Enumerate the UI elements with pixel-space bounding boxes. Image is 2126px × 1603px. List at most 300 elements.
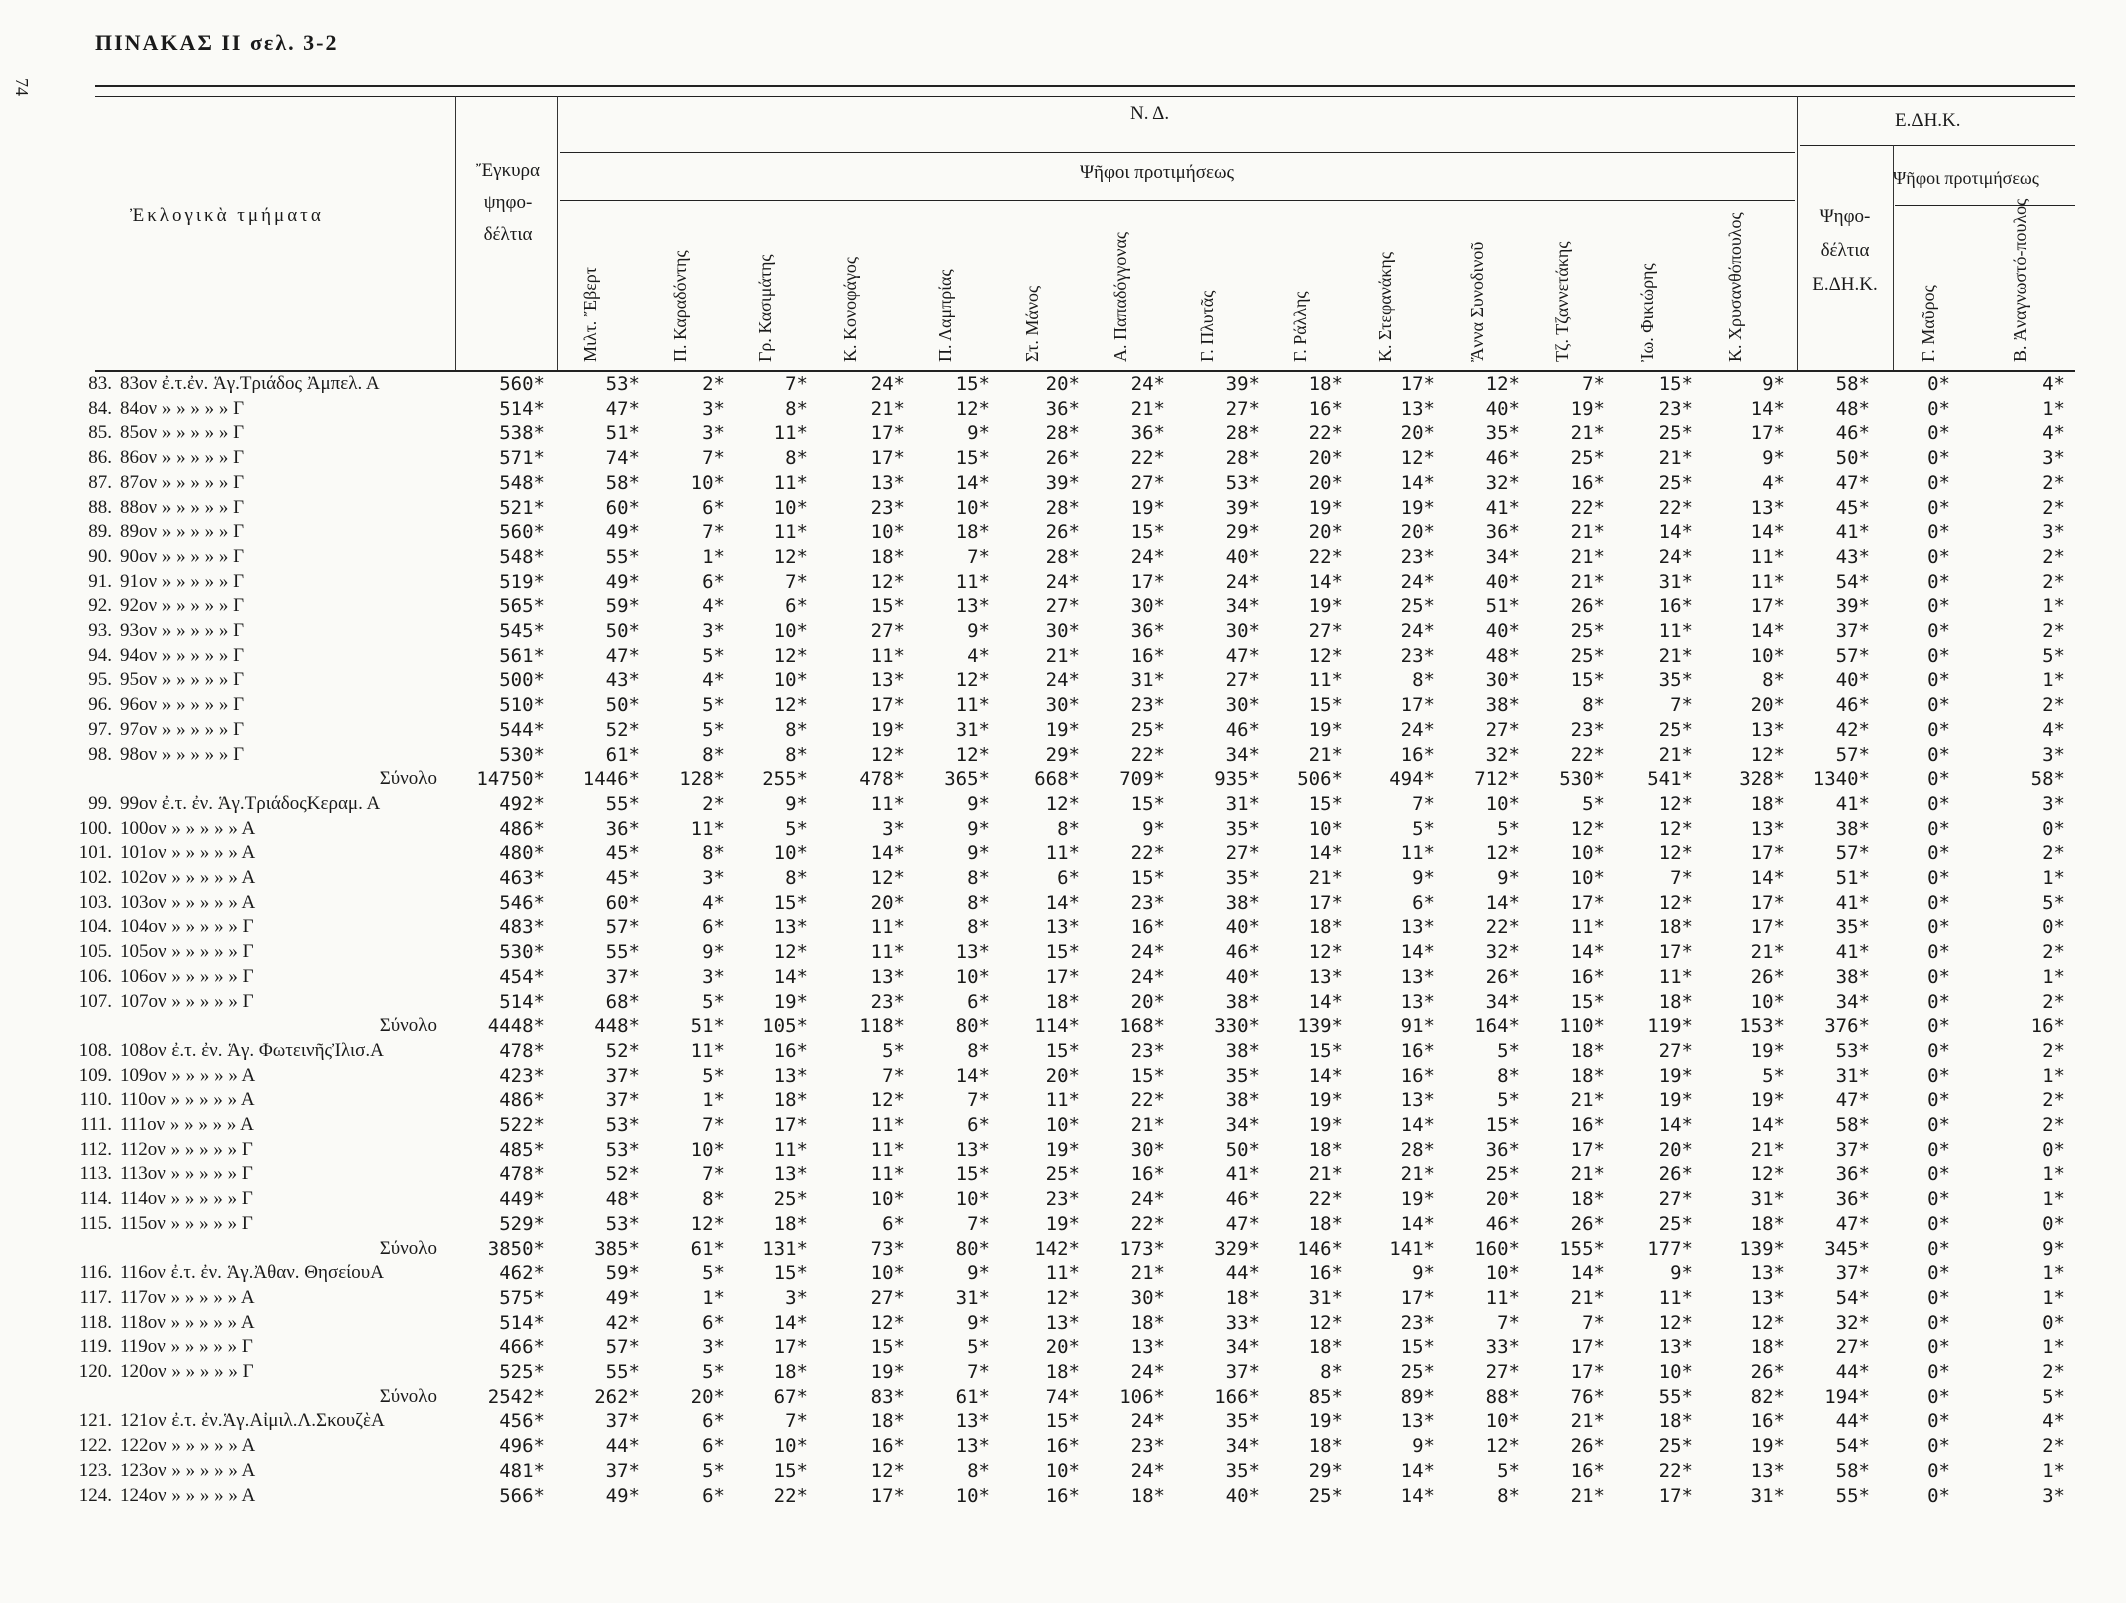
row-number: 114. bbox=[79, 1188, 112, 1210]
row-label: 99ον ἐ.τ. ἐν. Ἁγ.ΤριάδοςΚεραμ. Α bbox=[120, 792, 381, 814]
table-cell: 8* bbox=[967, 867, 990, 889]
table-cell: 19* bbox=[1045, 718, 1080, 741]
table-cell: 14* bbox=[1400, 1459, 1435, 1482]
table-cell: 9* bbox=[967, 817, 990, 840]
table-cell: 39* bbox=[1225, 496, 1260, 519]
table-cell: 483* bbox=[499, 916, 545, 939]
table-cell: 255* bbox=[762, 768, 808, 791]
table-cell: 2* bbox=[2042, 471, 2065, 494]
table-cell: 2* bbox=[2042, 1435, 2065, 1458]
table-cell: 53* bbox=[605, 1212, 640, 1235]
table-cell: 88* bbox=[1485, 1385, 1520, 1408]
table-cell: 50* bbox=[605, 694, 640, 717]
table-cell: 47* bbox=[1835, 1089, 1870, 1112]
table-cell: 32* bbox=[1485, 471, 1520, 494]
table-row bbox=[0, 545, 2126, 570]
table-cell: 478* bbox=[499, 1039, 545, 1062]
table-cell: 17* bbox=[1570, 891, 1605, 914]
table-cell: 29* bbox=[1045, 743, 1080, 766]
table-cell: 8* bbox=[1412, 669, 1435, 692]
table-cell: 53* bbox=[1225, 471, 1260, 494]
header-sections: Ἐκλογικὰ τμήματα bbox=[130, 205, 324, 226]
header-top-rule-2 bbox=[95, 96, 2075, 97]
table-cell: 9* bbox=[967, 1311, 990, 1334]
table-cell: 480* bbox=[499, 842, 545, 865]
row-number: 90. bbox=[88, 545, 112, 567]
table-cell: 486* bbox=[499, 817, 545, 840]
table-cell: 2* bbox=[2042, 1039, 2065, 1062]
table-cell: 12* bbox=[870, 867, 905, 889]
table-cell: 14750* bbox=[476, 768, 545, 791]
table-cell: 20* bbox=[1045, 1336, 1080, 1359]
table-cell: 668* bbox=[1034, 768, 1080, 791]
table-cell: 18* bbox=[1570, 1064, 1605, 1087]
table-cell: 13* bbox=[1658, 1336, 1693, 1359]
table-cell: 15* bbox=[870, 595, 905, 618]
row-label: 102ον » » » » » Α bbox=[120, 867, 256, 888]
table-cell: 18* bbox=[870, 1410, 905, 1433]
table-cell: 7* bbox=[785, 373, 808, 395]
header-valid-votes: Ἔγκυρα ψηφο-δέλτια bbox=[476, 160, 540, 245]
table-cell: 18* bbox=[1570, 1188, 1605, 1211]
table-cell: 61* bbox=[605, 743, 640, 766]
table-cell: 22* bbox=[1308, 545, 1343, 568]
table-cell: 37* bbox=[605, 965, 640, 988]
table-cell: 560* bbox=[499, 521, 545, 544]
table-cell: 456* bbox=[499, 1410, 545, 1433]
table-cell: 20* bbox=[1308, 447, 1343, 470]
table-cell: 14* bbox=[1658, 521, 1693, 544]
table-cell: 168* bbox=[1119, 1015, 1165, 1038]
table-cell: 13* bbox=[1400, 397, 1435, 420]
row-label: 92ον » » » » » Γ bbox=[120, 595, 245, 617]
table-cell: 35* bbox=[1835, 916, 1870, 939]
table-cell: 8* bbox=[1497, 1064, 1520, 1087]
table-cell: 3* bbox=[2042, 447, 2065, 470]
table-cell: 454* bbox=[499, 965, 545, 988]
table-cell: 14* bbox=[1308, 842, 1343, 865]
table-cell: 19* bbox=[1308, 496, 1343, 519]
table-cell: 15* bbox=[955, 373, 990, 395]
table-cell: 22* bbox=[1485, 916, 1520, 939]
table-cell: 0* bbox=[1927, 1138, 1950, 1161]
table-cell: 10* bbox=[870, 1262, 905, 1285]
table-cell: 18* bbox=[1308, 1336, 1343, 1359]
table-cell: 25* bbox=[1130, 718, 1165, 741]
table-cell: 9* bbox=[785, 792, 808, 815]
table-cell: 24* bbox=[1130, 941, 1165, 964]
table-row bbox=[0, 891, 2126, 916]
table-cell: 7* bbox=[702, 521, 725, 544]
table-cell: 57* bbox=[1835, 842, 1870, 865]
table-cell: 15* bbox=[1400, 1336, 1435, 1359]
table-cell: 12* bbox=[1750, 1311, 1785, 1334]
table-cell: 481* bbox=[499, 1459, 545, 1482]
table-cell: 2* bbox=[2042, 694, 2065, 717]
row-label: 110ον » » » » » Α bbox=[120, 1089, 255, 1111]
table-cell: 32* bbox=[1485, 743, 1520, 766]
row-label: 95ον » » » » » Γ bbox=[120, 669, 245, 691]
table-cell: 6* bbox=[1412, 891, 1435, 914]
table-cell: 18* bbox=[1308, 1212, 1343, 1235]
table-cell: 51* bbox=[1485, 595, 1520, 618]
table-cell: 18* bbox=[870, 545, 905, 568]
row-label: 119ον » » » » » Γ bbox=[120, 1336, 253, 1358]
table-cell: 27* bbox=[1045, 595, 1080, 618]
table-cell: 37* bbox=[605, 1089, 640, 1112]
table-cell: 24* bbox=[1130, 1410, 1165, 1433]
table-cell: 14* bbox=[1308, 1064, 1343, 1087]
table-cell: 24* bbox=[1400, 620, 1435, 642]
table-row bbox=[0, 1138, 2126, 1163]
table-cell: 4* bbox=[967, 644, 990, 667]
table-cell: 11* bbox=[690, 817, 725, 840]
row-label: 109ον » » » » » Α bbox=[120, 1064, 256, 1086]
edik-candidate-header: Γ. Μαῦρος bbox=[1918, 285, 1938, 362]
table-cell: 24* bbox=[1130, 965, 1165, 988]
table-cell: 4* bbox=[702, 669, 725, 692]
table-cell: 39* bbox=[1225, 373, 1260, 395]
table-cell: 2* bbox=[702, 792, 725, 815]
table-cell: 5* bbox=[702, 990, 725, 1013]
table-cell: 8* bbox=[702, 1188, 725, 1211]
table-cell: 44* bbox=[1225, 1262, 1260, 1285]
table-cell: 38* bbox=[1225, 990, 1260, 1013]
table-cell: 16* bbox=[1750, 1410, 1785, 1433]
table-cell: 114* bbox=[1034, 1015, 1080, 1038]
table-cell: 10* bbox=[1045, 1114, 1080, 1136]
table-cell: 8* bbox=[967, 891, 990, 914]
row-label: Σύνολο bbox=[379, 1385, 437, 1407]
table-cell: 571* bbox=[499, 447, 545, 470]
row-number: 106. bbox=[78, 965, 112, 987]
table-cell: 146* bbox=[1297, 1237, 1343, 1260]
table-cell: 17* bbox=[1658, 941, 1693, 964]
table-cell: 0* bbox=[1927, 817, 1950, 840]
table-row bbox=[0, 1409, 2126, 1434]
table-cell: 11* bbox=[870, 1114, 905, 1136]
table-cell: 546* bbox=[499, 891, 545, 914]
table-cell: 47* bbox=[605, 397, 640, 420]
row-label: 98ον » » » » » Γ bbox=[120, 743, 245, 765]
table-cell: 2* bbox=[2042, 1089, 2065, 1112]
table-cell: 0* bbox=[1927, 965, 1950, 988]
table-cell: 53* bbox=[605, 1114, 640, 1136]
table-cell: 73* bbox=[870, 1237, 905, 1260]
table-cell: 8* bbox=[702, 743, 725, 766]
table-cell: 80* bbox=[955, 1015, 990, 1038]
nd-subrule bbox=[560, 152, 1795, 153]
row-number: 104. bbox=[78, 916, 112, 938]
table-cell: 20* bbox=[1308, 471, 1343, 494]
table-cell: 22* bbox=[1130, 1212, 1165, 1235]
table-cell: 11* bbox=[773, 422, 808, 445]
table-cell: 4* bbox=[702, 891, 725, 914]
table-cell: 40* bbox=[1225, 916, 1260, 939]
header-edik-pref: Ψῆφοι προτιμήσεως bbox=[1893, 168, 2039, 188]
table-cell: 21* bbox=[1570, 1089, 1605, 1112]
table-cell: 492* bbox=[499, 792, 545, 815]
table-row bbox=[0, 1212, 2126, 1237]
table-row bbox=[0, 668, 2126, 693]
table-cell: 173* bbox=[1119, 1237, 1165, 1260]
table-row bbox=[0, 940, 2126, 965]
table-cell: 23* bbox=[1570, 718, 1605, 741]
table-cell: 15* bbox=[1130, 867, 1165, 889]
table-cell: 22* bbox=[1308, 422, 1343, 445]
table-cell: 17* bbox=[1750, 891, 1785, 914]
table-cell: 22* bbox=[1308, 1188, 1343, 1211]
table-cell: 22* bbox=[1658, 1459, 1693, 1482]
table-row bbox=[0, 1064, 2126, 1089]
table-cell: 30* bbox=[1130, 1286, 1165, 1309]
table-cell: 9* bbox=[967, 842, 990, 865]
table-cell: 3* bbox=[2042, 1484, 2065, 1507]
table-cell: 22* bbox=[1130, 1089, 1165, 1112]
row-number: 121. bbox=[78, 1410, 112, 1432]
table-cell: 5* bbox=[702, 644, 725, 667]
table-cell: 53* bbox=[605, 373, 640, 395]
table-cell: 15* bbox=[1658, 373, 1693, 395]
table-cell: 0* bbox=[1927, 1361, 1950, 1383]
table-cell: 13* bbox=[1045, 916, 1080, 939]
table-cell: 35* bbox=[1485, 422, 1520, 445]
table-cell: 1* bbox=[2042, 1188, 2065, 1211]
table-cell: 16* bbox=[1045, 1484, 1080, 1507]
table-cell: 61* bbox=[690, 1237, 725, 1260]
table-cell: 478* bbox=[499, 1163, 545, 1186]
table-cell: 14* bbox=[773, 965, 808, 988]
table-cell: 40* bbox=[1485, 397, 1520, 420]
table-cell: 376* bbox=[1824, 1015, 1870, 1038]
table-cell: 330* bbox=[1214, 1015, 1260, 1038]
table-cell: 11* bbox=[955, 570, 990, 593]
table-cell: 31* bbox=[1750, 1188, 1785, 1211]
table-cell: 51* bbox=[690, 1015, 725, 1038]
table-cell: 5* bbox=[785, 817, 808, 840]
table-cell: 194* bbox=[1824, 1385, 1870, 1408]
row-number: 84. bbox=[88, 397, 112, 419]
table-cell: 26* bbox=[1570, 595, 1605, 618]
table-cell: 24* bbox=[1130, 1459, 1165, 1482]
table-cell: 529* bbox=[499, 1212, 545, 1235]
table-cell: 37* bbox=[1835, 1138, 1870, 1161]
table-cell: 6* bbox=[702, 570, 725, 593]
table-cell: 17* bbox=[1308, 891, 1343, 914]
table-cell: 22* bbox=[1130, 447, 1165, 470]
table-cell: 0* bbox=[1927, 891, 1950, 914]
table-cell: 12* bbox=[1045, 1286, 1080, 1309]
row-number: 117. bbox=[79, 1286, 112, 1308]
table-cell: 47* bbox=[1225, 644, 1260, 667]
page-number: 74 bbox=[12, 78, 32, 96]
table-cell: 12* bbox=[1658, 842, 1693, 865]
table-cell: 57* bbox=[1835, 743, 1870, 766]
table-cell: 2* bbox=[2042, 1114, 2065, 1136]
table-row bbox=[0, 718, 2126, 743]
table-cell: 17* bbox=[773, 1114, 808, 1136]
table-cell: 0* bbox=[1927, 916, 1950, 939]
table-cell: 14* bbox=[773, 1311, 808, 1334]
table-cell: 4* bbox=[2042, 422, 2065, 445]
table-cell: 1* bbox=[702, 1286, 725, 1309]
table-cell: 45* bbox=[1835, 496, 1870, 519]
table-cell: 16* bbox=[1130, 644, 1165, 667]
table-row bbox=[0, 619, 2126, 644]
table-cell: 118* bbox=[859, 1015, 905, 1038]
table-cell: 16* bbox=[1130, 1163, 1165, 1186]
table-cell: 25* bbox=[1658, 1435, 1693, 1458]
table-cell: 24* bbox=[1045, 570, 1080, 593]
table-cell: 18* bbox=[1750, 1212, 1785, 1235]
table-cell: 13* bbox=[1400, 965, 1435, 988]
table-cell: 21* bbox=[1130, 1262, 1165, 1285]
table-cell: 43* bbox=[605, 669, 640, 692]
table-cell: 34* bbox=[1835, 990, 1870, 1013]
table-cell: 42* bbox=[605, 1311, 640, 1334]
table-cell: 82* bbox=[1750, 1385, 1785, 1408]
row-number: 94. bbox=[88, 644, 112, 666]
table-cell: 28* bbox=[1045, 496, 1080, 519]
table-cell: 17* bbox=[773, 1336, 808, 1359]
table-cell: 46* bbox=[1225, 718, 1260, 741]
table-cell: 0* bbox=[1927, 1286, 1950, 1309]
table-cell: 40* bbox=[1835, 669, 1870, 692]
table-cell: 105* bbox=[762, 1015, 808, 1038]
table-cell: 18* bbox=[1045, 990, 1080, 1013]
table-cell: 1* bbox=[2042, 1262, 2065, 1285]
table-cell: 10* bbox=[1750, 990, 1785, 1013]
table-cell: 9* bbox=[967, 620, 990, 642]
table-cell: 74* bbox=[1045, 1385, 1080, 1408]
table-cell: 329* bbox=[1214, 1237, 1260, 1260]
table-cell: 41* bbox=[1835, 792, 1870, 815]
table-cell: 28* bbox=[1225, 447, 1260, 470]
table-cell: 24* bbox=[1130, 1188, 1165, 1211]
table-cell: 10* bbox=[1658, 1361, 1693, 1383]
table-cell: 5* bbox=[1762, 1064, 1785, 1087]
table-cell: 11* bbox=[870, 916, 905, 939]
table-cell: 8* bbox=[967, 1459, 990, 1482]
table-cell: 20* bbox=[1750, 694, 1785, 717]
table-cell: 478* bbox=[859, 768, 905, 791]
table-cell: 12* bbox=[1750, 1163, 1785, 1186]
table-cell: 28* bbox=[1400, 1138, 1435, 1161]
table-cell: 25* bbox=[1570, 644, 1605, 667]
table-cell: 55* bbox=[605, 545, 640, 568]
table-cell: 8* bbox=[1057, 817, 1080, 840]
table-cell: 17* bbox=[1400, 373, 1435, 395]
subtotal-row bbox=[0, 767, 2126, 792]
table-cell: 21* bbox=[870, 397, 905, 420]
table-cell: 11* bbox=[870, 941, 905, 964]
table-cell: 13* bbox=[955, 1138, 990, 1161]
table-cell: 139* bbox=[1297, 1015, 1343, 1038]
row-number: 108. bbox=[78, 1039, 112, 1061]
table-cell: 462* bbox=[499, 1262, 545, 1285]
table-cell: 58* bbox=[1835, 1114, 1870, 1136]
table-cell: 14* bbox=[1400, 1484, 1435, 1507]
table-cell: 21* bbox=[1658, 447, 1693, 470]
table-cell: 37* bbox=[1225, 1361, 1260, 1383]
row-label: 120ον » » » » » Γ bbox=[120, 1361, 254, 1382]
table-cell: 34* bbox=[1485, 990, 1520, 1013]
table-cell: 12* bbox=[1308, 1311, 1343, 1334]
table-cell: 80* bbox=[955, 1237, 990, 1260]
table-row bbox=[0, 372, 2126, 397]
table-cell: 15* bbox=[1308, 1039, 1343, 1062]
table-cell: 15* bbox=[870, 1336, 905, 1359]
table-cell: 36* bbox=[1045, 397, 1080, 420]
table-cell: 506* bbox=[1297, 768, 1343, 791]
table-cell: 23* bbox=[1400, 644, 1435, 667]
table-cell: 0* bbox=[1927, 595, 1950, 618]
table-cell: 12* bbox=[1658, 817, 1693, 840]
table-cell: 15* bbox=[1308, 694, 1343, 717]
row-label: 97ον » » » » » Γ bbox=[120, 718, 245, 740]
table-cell: 13* bbox=[1750, 1286, 1785, 1309]
table-cell: 53* bbox=[1835, 1039, 1870, 1062]
table-cell: 26* bbox=[1485, 965, 1520, 988]
table-cell: 0* bbox=[1927, 1064, 1950, 1087]
row-label: 113ον » » » » » Γ bbox=[120, 1163, 253, 1185]
table-cell: 11* bbox=[773, 521, 808, 544]
table-cell: 20* bbox=[870, 891, 905, 914]
table-cell: 16* bbox=[1400, 1064, 1435, 1087]
table-cell: 13* bbox=[1750, 496, 1785, 519]
table-cell: 12* bbox=[1658, 891, 1693, 914]
row-number: 88. bbox=[88, 496, 112, 518]
table-cell: 522* bbox=[499, 1114, 545, 1136]
table-cell: 10* bbox=[1750, 644, 1785, 667]
nd-candidate-header: Κ. Στεφανάκης bbox=[1375, 252, 1395, 362]
table-cell: 13* bbox=[1750, 1262, 1785, 1285]
edik-candidate-header: Β. Ἀναγνωστό-πουλος bbox=[2010, 198, 2030, 362]
row-number: 122. bbox=[78, 1435, 112, 1457]
table-cell: 20* bbox=[690, 1385, 725, 1408]
table-cell: 5* bbox=[882, 1039, 905, 1062]
table-cell: 34* bbox=[1225, 595, 1260, 618]
table-cell: 141* bbox=[1389, 1237, 1435, 1260]
table-cell: 1* bbox=[702, 545, 725, 568]
table-cell: 0* bbox=[2042, 1212, 2065, 1235]
table-cell: 23* bbox=[1658, 397, 1693, 420]
row-label: 117ον » » » » » Α bbox=[120, 1286, 255, 1308]
table-row bbox=[0, 1162, 2126, 1187]
row-label: 118ον » » » » » Α bbox=[120, 1311, 255, 1333]
table-cell: 8* bbox=[785, 718, 808, 741]
header-nd-pref: Ψῆφοι προτιμήσεως bbox=[1080, 162, 1234, 183]
table-row bbox=[0, 866, 2126, 891]
table-cell: 11* bbox=[1400, 842, 1435, 865]
table-cell: 10* bbox=[1045, 1459, 1080, 1482]
table-cell: 530* bbox=[499, 743, 545, 766]
table-cell: 8* bbox=[1582, 694, 1605, 717]
table-cell: 6* bbox=[785, 595, 808, 618]
table-cell: 12* bbox=[870, 743, 905, 766]
table-cell: 38* bbox=[1225, 1089, 1260, 1112]
table-cell: 29* bbox=[1308, 1459, 1343, 1482]
table-row bbox=[0, 496, 2126, 521]
table-cell: 0* bbox=[1927, 718, 1950, 741]
row-number: 93. bbox=[88, 620, 112, 641]
table-cell: 23* bbox=[1130, 1039, 1165, 1062]
row-label: 101ον » » » » » Α bbox=[120, 842, 256, 864]
table-cell: 49* bbox=[605, 521, 640, 544]
header-edik: Ε.ΔΗ.Κ. bbox=[1895, 110, 1961, 131]
table-cell: 11* bbox=[870, 792, 905, 815]
table-cell: 46* bbox=[1485, 447, 1520, 470]
